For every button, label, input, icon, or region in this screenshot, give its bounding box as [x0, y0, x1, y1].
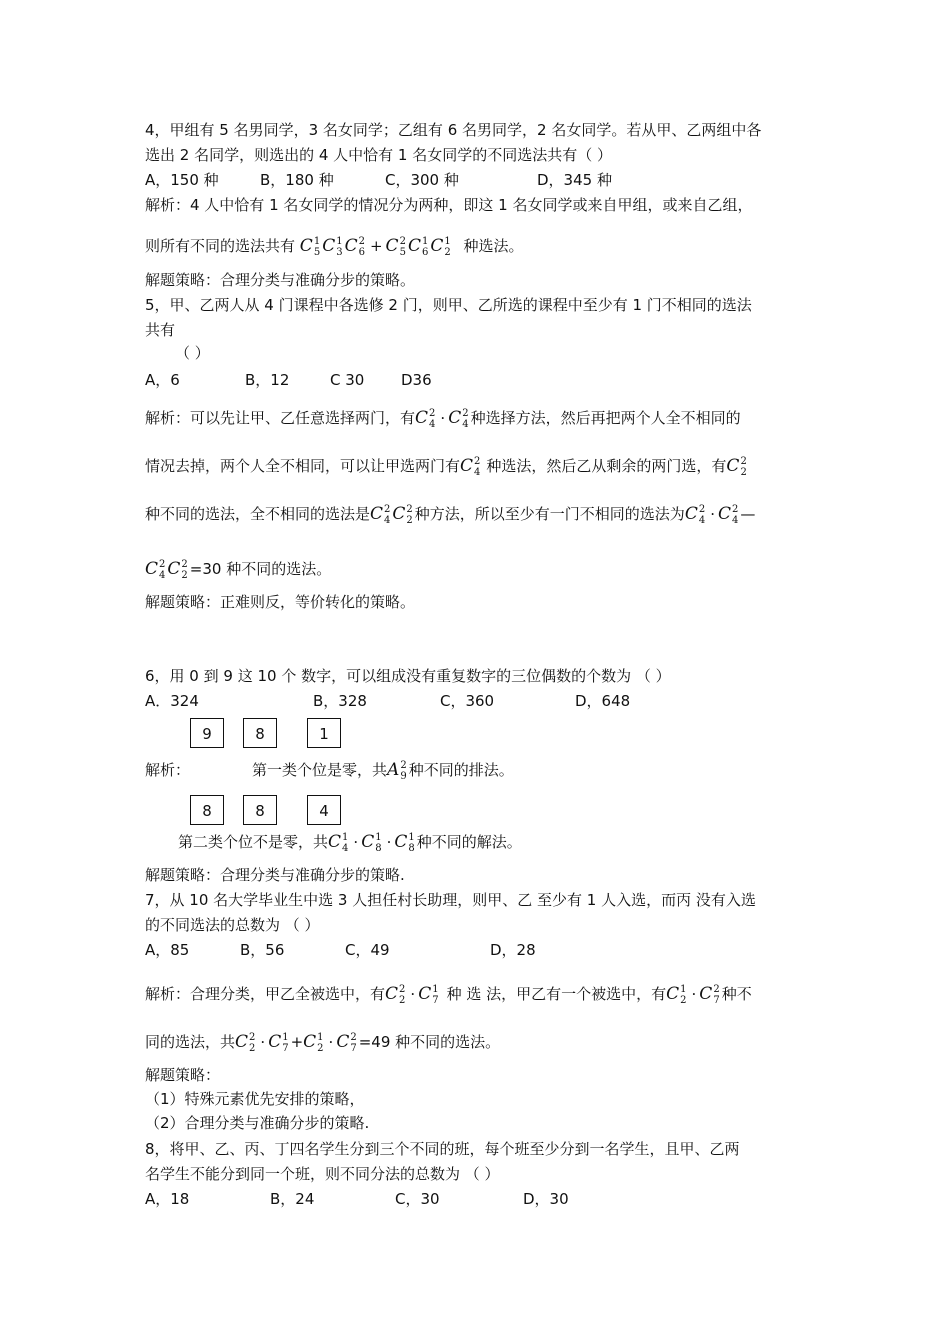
q6-option-d: D，648	[575, 692, 631, 710]
q6-strategy: 解题策略：合理分类与准确分步的策略.	[145, 866, 405, 884]
q4-stem-line1: 4，甲组有 5 名男同学，3 名女同学；乙组有 6 名男同学，2 名女同学。若从甲、乙两组中各	[145, 121, 762, 139]
q4-analysis-line1: 解析：4 人中恰有 1 名女同学的情况分为两种，即这 1 名女同学或来自甲组，或来自乙组，	[145, 196, 753, 214]
q8-stem-line1: 8，将甲、乙、丙、丁四名学生分到三个不同的班，每个班至少分到一名学生，且甲、乙两	[145, 1140, 740, 1158]
q4-formula: C 1 5 C 1 3 C 2 6 + C 2 5 C 1 6 C 1 2	[299, 235, 451, 258]
q4-analysis-suffix: 种选法。	[463, 237, 524, 255]
q8-options	[145, 1189, 745, 1209]
q7-strategy-title: 解题策略：	[145, 1066, 221, 1084]
q6-option-b: B，328	[313, 692, 367, 710]
q7-option-a: A，85	[145, 941, 190, 959]
q4-stem-line2: 选出 2 名同学，则选出的 4 人中恰有 1 名女同学的不同选法共有（ ）	[145, 146, 613, 164]
q7-analysis-line1: 解析：合理分类，甲乙全被选中，有C 2 2 · C 1 7 种 选 法，甲乙有一个被选中，有C 1 2 · C 2 7 种不	[145, 983, 752, 1006]
q7-option-d: D，28	[490, 941, 536, 959]
q4-strategy: 解题策略：合理分类与准确分步的策略。	[145, 271, 416, 289]
q5-paren: （ ）	[175, 344, 210, 362]
q6-digit-box: 4	[307, 795, 341, 825]
q7-analysis-line2: 同的选法，共C 2 2 · C 1 7 +C 1 2 · C 2 7 =49 种不同的选法。	[145, 1031, 501, 1054]
q7-strategy-1: （1）特殊元素优先安排的策略，	[145, 1090, 365, 1108]
q7-stem-line2: 的不同选法的总数为 （ ）	[145, 916, 320, 934]
q4-option-a: A，150 种	[145, 171, 219, 189]
q7-stem-line1: 7，从 10 名大学毕业生中选 3 人担任村长助理，则甲、乙 至少有 1 人入选，而丙 没有入选	[145, 891, 756, 909]
q4-analysis-prefix: 则所有不同的选法共有	[145, 237, 296, 255]
q5-option-c: C 30	[330, 371, 365, 389]
q5-analysis-line2: 情况去掉，两个人全不相同，可以让甲选两门有C 2 4 种选法，然后乙从剩余的两门选，有C 2 2	[145, 455, 747, 478]
q8-option-c: C，30	[395, 1190, 440, 1208]
q5-option-d: D36	[401, 371, 432, 389]
q5-analysis-line1: 解析：可以先让甲、乙任意选择两门，有C 2 4 · C 2 4 种选择方法，然后再把两个人全不相同的	[145, 407, 741, 430]
q5-stem-line2: 共有	[145, 321, 176, 339]
q7-option-b: B，56	[240, 941, 285, 959]
q6-option-c: C，360	[440, 692, 495, 710]
q6-digit-box: 8	[243, 795, 277, 825]
q5-analysis-line3: 种不同的选法，全不相同的选法是C 2 4 C 2 2 种方法，所以至少有一门不相同的选法为C 2 4 · C 2 4 —	[145, 503, 756, 526]
q5-option-a: A，6	[145, 371, 180, 389]
q5-stem-line1: 5，甲、乙两人从 4 门课程中各选修 2 门，则甲、乙所选的课程中至少有 1 门不相同的选法	[145, 296, 752, 314]
q4-option-d: D，345 种	[537, 171, 612, 189]
q8-stem-line2: 名学生不能分到同一个班，则不同分法的总数为 （ ）	[145, 1165, 500, 1183]
q4-option-b: B，180 种	[260, 171, 334, 189]
q5-options	[145, 370, 645, 390]
q7-strategy-2: （2）合理分类与准确分步的策略.	[145, 1114, 370, 1132]
q8-option-a: A，18	[145, 1190, 190, 1208]
q6-analysis-line1: 解析： 第一类个位是零，共A 2 9 种不同的排法。	[145, 759, 514, 782]
q8-option-b: B，24	[270, 1190, 315, 1208]
q7-option-c: C，49	[345, 941, 390, 959]
q6-analysis-line2: 第二类个位不是零，共C 1 4 · C 1 8 · C 1 8 种不同的解法。	[178, 831, 522, 854]
q5-analysis-line4: C 2 4 C 2 2 =30 种不同的选法。	[145, 558, 332, 581]
q4-analysis-line2	[145, 232, 524, 260]
q6-stem: 6，用 0 到 9 这 10 个 数字，可以组成没有重复数字的三位偶数的个数为 （ ）	[145, 667, 671, 685]
q5-option-b: B，12	[245, 371, 290, 389]
q7-options	[145, 940, 745, 960]
q5-strategy: 解题策略：正难则反，等价转化的策略。	[145, 593, 416, 611]
q6-digit-box: 1	[307, 718, 341, 748]
q6-option-a: A．324	[145, 692, 199, 710]
q8-option-d: D，30	[523, 1190, 569, 1208]
q6-digit-box: 8	[243, 718, 277, 748]
q4-options	[145, 170, 745, 190]
q6-digit-box: 8	[190, 795, 224, 825]
q4-option-c: C，300 种	[385, 171, 459, 189]
q6-digit-box: 9	[190, 718, 224, 748]
q6-options	[145, 691, 745, 711]
